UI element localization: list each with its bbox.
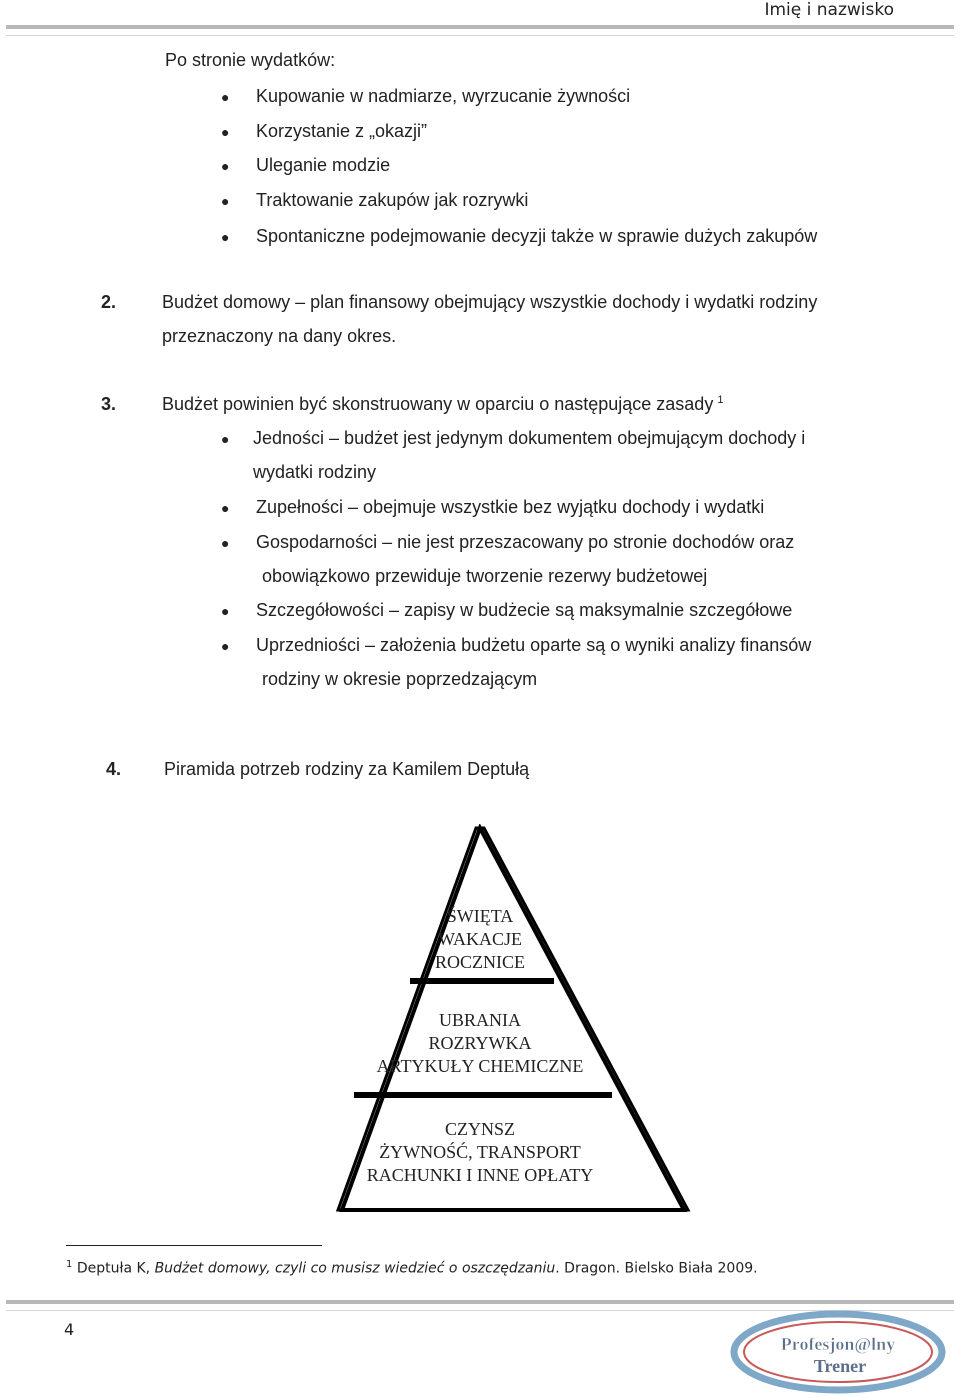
- list-item: Traktowanie zakupów jak rozrywki: [256, 190, 529, 210]
- bullet-icon: ●: [221, 89, 230, 105]
- rule-line: Zupełności – obejmuje wszystkie bez wyjątku dochody i wydatki: [256, 497, 765, 517]
- rule-line: Jedności – budżet jest jedynym dokumentem obejmującym dochody i: [253, 428, 806, 448]
- pyramid-middle-line: ROZRYWKA: [428, 1033, 532, 1053]
- section-2-number: 2.: [101, 292, 117, 312]
- list-item: Spontaniczne podejmowanie decyzji także w sprawie dużych zakupów: [256, 226, 818, 246]
- bullet-icon: ●: [221, 535, 230, 551]
- list-item: Uleganie modzie: [256, 155, 391, 175]
- footnote-ref: 1: [717, 394, 724, 406]
- rule-line: Uprzedniości – założenia budżetu oparte są o wyniki analizy finansów: [256, 635, 812, 655]
- bullet-icon: ●: [221, 500, 230, 516]
- footnote: [66, 1259, 758, 1277]
- pyramid-top-line: WAKACJE: [438, 929, 522, 949]
- bullet-icon: ●: [221, 124, 230, 140]
- section-3-text: [162, 394, 723, 415]
- pyramid-top-line: ROCZNICE: [435, 952, 525, 972]
- section-4-title: Piramida potrzeb rodziny za Kamilem Deptułą: [164, 759, 530, 779]
- section-2-line2: przeznaczony na dany okres.: [162, 326, 397, 346]
- logo-line1: Profesjon@lny: [780, 1334, 896, 1354]
- section-2-line1: Budżet domowy – plan finansowy obejmujący wszystkie dochody i wydatki rodziny: [162, 292, 818, 312]
- footnote-rest: . Dragon. Bielsko Biała 2009.: [555, 1260, 758, 1277]
- page-number: 4: [64, 1320, 75, 1339]
- pyramid-bottom-line: RACHUNKI I INNE OPŁATY: [366, 1165, 594, 1185]
- profesjonalny-trener-logo: [728, 1308, 952, 1396]
- footnote-title: Budżet domowy, czyli co musisz wiedzieć o oszczędzaniu: [154, 1260, 556, 1277]
- header-name-label: Imię i nazwisko: [764, 0, 894, 20]
- pyramid-middle-line: ARTYKUŁY CHEMICZNE: [376, 1056, 584, 1076]
- pyramid-top-line: ŚWIĘTA: [446, 906, 514, 926]
- bullet-icon: ●: [221, 431, 230, 447]
- pyramid-bottom-line: CZYNSZ: [444, 1119, 516, 1139]
- section-3-sentence: Budżet powinien być skonstruowany w oparciu o następujące zasady: [162, 394, 714, 414]
- footnote-author: Deptuła K,: [76, 1260, 155, 1277]
- header-divider: [6, 25, 954, 36]
- rule-line: Szczegółowości – zapisy w budżecie są maksymalnie szczegółowe: [256, 600, 793, 620]
- bullet-icon: ●: [221, 638, 230, 654]
- bullet-icon: ●: [221, 229, 230, 245]
- rule-line: rodziny w okresie poprzedzającym: [262, 669, 538, 689]
- list-item: Korzystanie z „okazji”: [256, 121, 428, 141]
- bullet-icon: ●: [221, 193, 230, 209]
- pyramid-middle-line: UBRANIA: [438, 1010, 522, 1030]
- section-4-number: 4.: [106, 759, 122, 779]
- rule-line: obowiązkowo przewiduje tworzenie rezerwy budżetowej: [262, 566, 708, 586]
- pyramid-bottom-line: ŻYWNOŚĆ, TRANSPORT: [379, 1142, 581, 1162]
- list-item: Kupowanie w nadmiarze, wyrzucanie żywności: [256, 86, 631, 106]
- expenses-heading: Po stronie wydatków:: [165, 50, 336, 70]
- bullet-icon: ●: [221, 603, 230, 619]
- needs-pyramid: [318, 824, 718, 1216]
- bullet-icon: ●: [221, 158, 230, 174]
- section-3-number: 3.: [101, 394, 117, 414]
- rule-line: wydatki rodziny: [253, 462, 377, 482]
- footnote-marker: 1: [66, 1259, 73, 1270]
- logo-line2: Trener: [813, 1356, 867, 1376]
- footnote-rule: [66, 1245, 322, 1246]
- rule-line: Gospodarności – nie jest przeszacowany po stronie dochodów oraz: [256, 532, 795, 552]
